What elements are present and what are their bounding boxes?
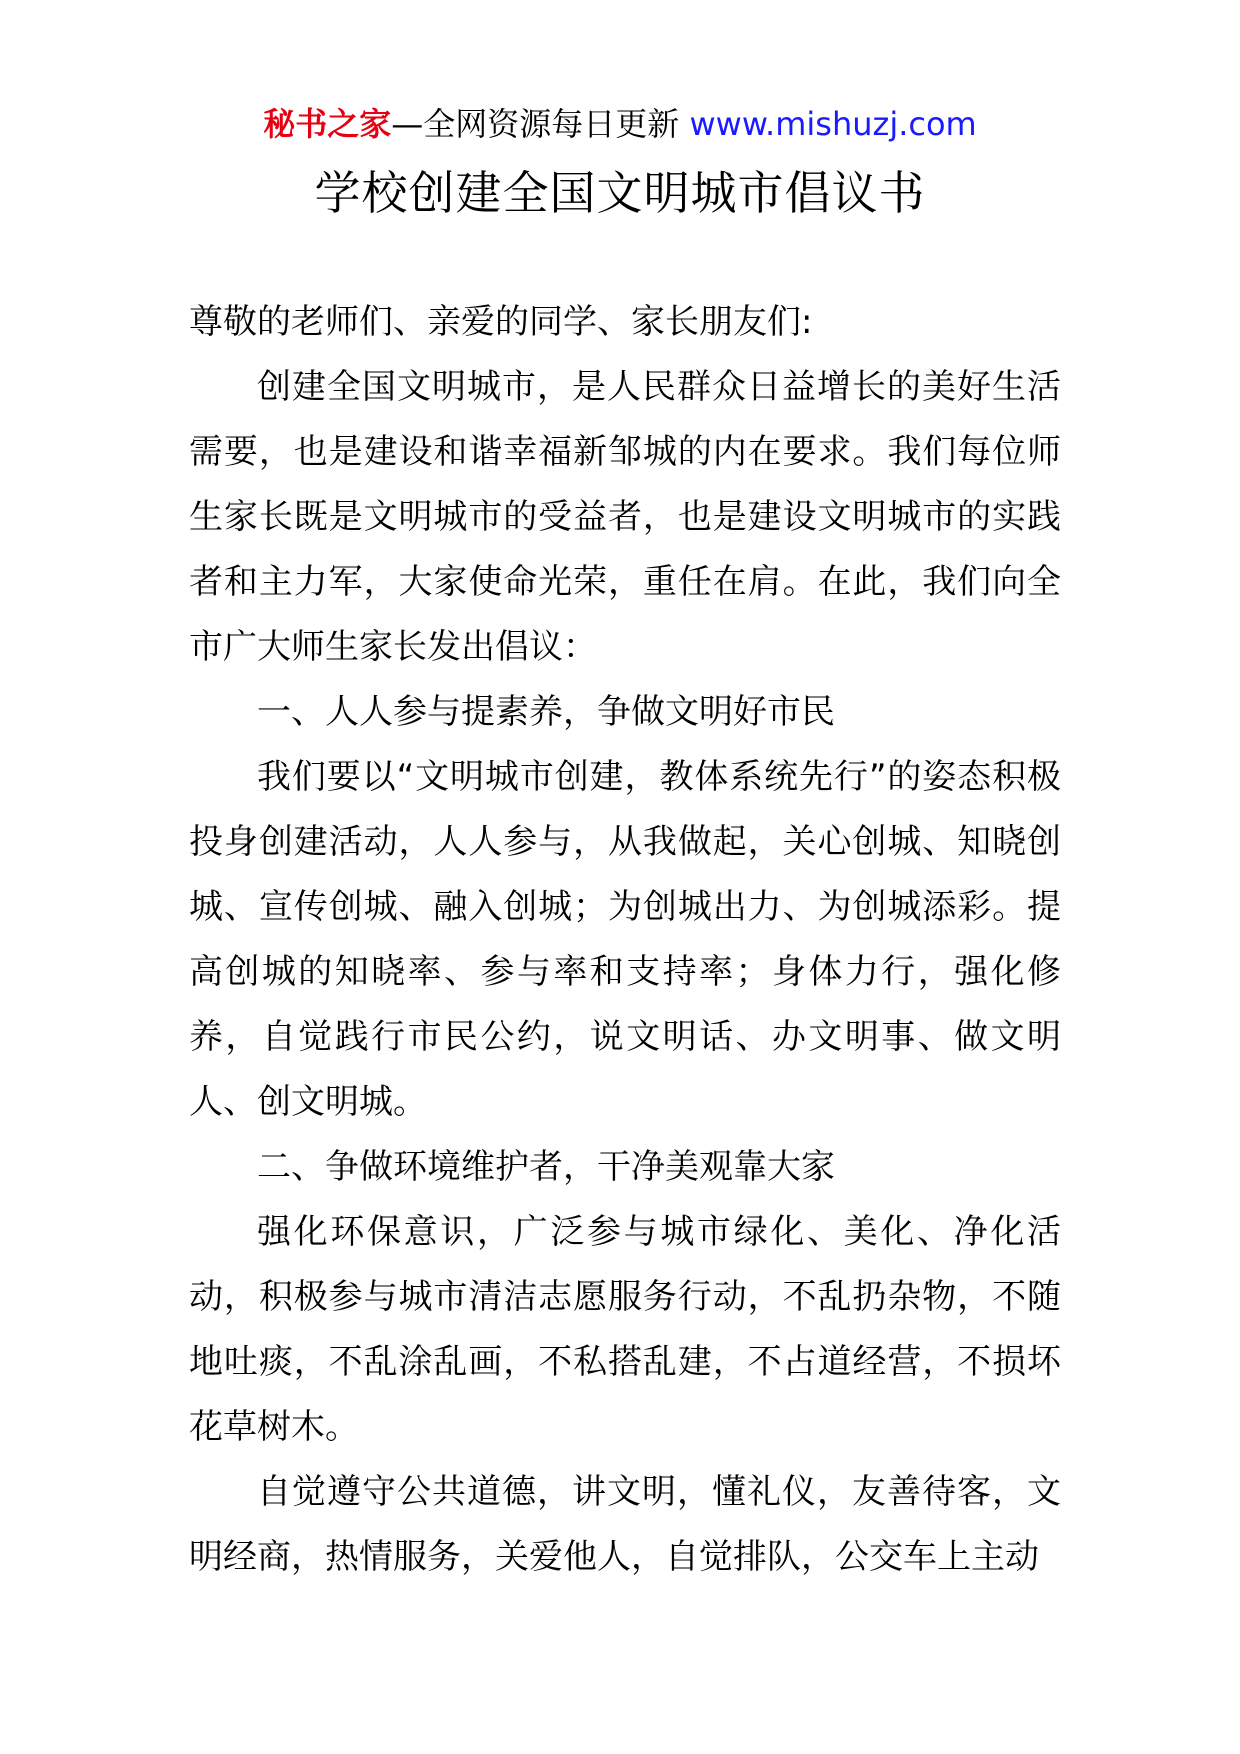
site-url-link[interactable]: www.mishuzj.com <box>689 105 977 143</box>
header-slogan: —全网资源每日更新 <box>391 105 690 143</box>
section-heading-2: 二、争做环境维护者，干净美观靠大家 <box>257 1147 835 1187</box>
section-heading-1: 一、人人参与提素养，争做文明好市民 <box>257 692 835 732</box>
brand-name: 秘书之家 <box>263 105 392 143</box>
paragraph-section-1: 我们要以“文明城市创建，教体系统先行”的姿态积极投身创建活动，人人参与，从我做起，关心创城、知晓创城、宣传创城、融入创城；为创城出力、为创城添彩。提高创城的知晓率、参与率和支持率；身体力行，强化修养，自觉践行市民公约，说文明话、办文明事、做文明人、创文明城。 <box>189 757 1061 1122</box>
document-title: 学校创建全国文明城市倡议书 <box>314 166 926 220</box>
paragraph-intro: 创建全国文明城市，是人民群众日益增长的美好生活需要，也是建设和谐幸福新邹城的内在要求。我们每位师生家长既是文明城市的受益者，也是建设文明城市的实践者和主力军，大家使命光荣，重任在肩。在此，我们向全市广大师生家长发出倡议： <box>189 367 1061 667</box>
site-header <box>0 98 1240 150</box>
paragraph-section-2b: 自觉遵守公共道德，讲文明，懂礼仪，友善待客，文明经商，热情服务，关爱他人，自觉排队，公交车上主动 <box>189 1472 1061 1577</box>
paragraph-section-2a: 强化环保意识，广泛参与城市绿化、美化、净化活动，积极参与城市清洁志愿服务行动，不乱扔杂物，不随地吐痰，不乱涂乱画，不私搭乱建，不占道经营，不损坏花草树木。 <box>189 1212 1061 1447</box>
salutation: 尊敬的老师们、亲爱的同学、家长朋友们: <box>189 302 813 342</box>
document-body <box>189 290 1061 1590</box>
